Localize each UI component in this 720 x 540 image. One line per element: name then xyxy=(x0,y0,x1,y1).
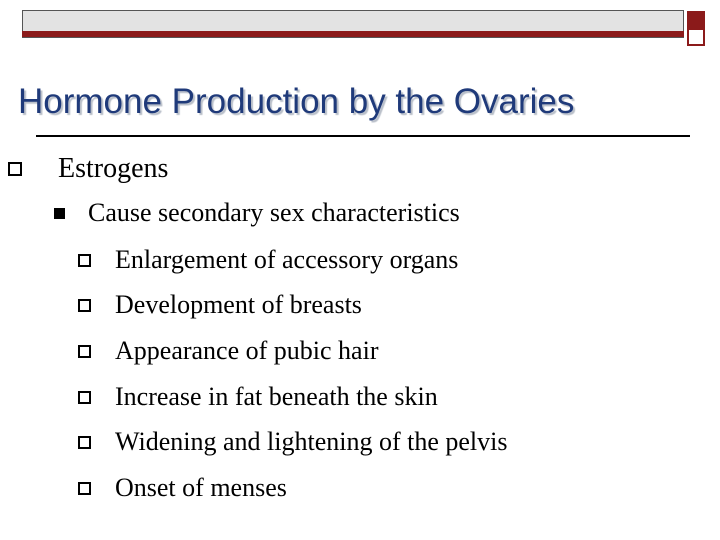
bullet-level3-text: Onset of menses xyxy=(115,473,287,502)
hollow-square-bullet-icon xyxy=(78,436,91,449)
bullet-level3-item xyxy=(78,245,458,275)
corner-square-outline xyxy=(687,28,705,46)
bullet-level1-text: Estrogens xyxy=(58,153,169,184)
bullet-level1 xyxy=(8,153,168,185)
bullet-level2-text: Cause secondary sex characteristics xyxy=(88,198,460,227)
title-divider xyxy=(36,135,690,137)
hollow-square-bullet-icon xyxy=(78,299,91,312)
hollow-square-bullet-icon xyxy=(78,391,91,404)
bullet-level2 xyxy=(46,198,460,228)
hollow-square-bullet-icon xyxy=(78,345,91,358)
bullet-level3-text: Widening and lightening of the pelvis xyxy=(115,427,508,456)
bullet-level3-text: Increase in fat beneath the skin xyxy=(115,382,438,411)
bullet-level3-text: Development of breasts xyxy=(115,290,362,319)
bullet-level3-item xyxy=(78,473,287,503)
hollow-square-bullet-icon xyxy=(78,254,91,267)
bullet-level3-item xyxy=(78,382,438,412)
filled-square-bullet-icon xyxy=(54,208,65,219)
header-accent-stripe xyxy=(22,31,684,37)
slide-title: Hormone Production by the Ovaries xyxy=(18,82,575,121)
hollow-square-bullet-icon xyxy=(78,482,91,495)
bullet-level3-text: Appearance of pubic hair xyxy=(115,336,379,365)
bullet-level3-item xyxy=(78,427,508,457)
bullet-level3-item xyxy=(78,290,362,320)
hollow-square-bullet-icon xyxy=(8,162,22,176)
corner-square-filled xyxy=(687,11,705,29)
bullet-level3-item xyxy=(78,336,378,366)
bullet-level3-text: Enlargement of accessory organs xyxy=(115,245,459,274)
